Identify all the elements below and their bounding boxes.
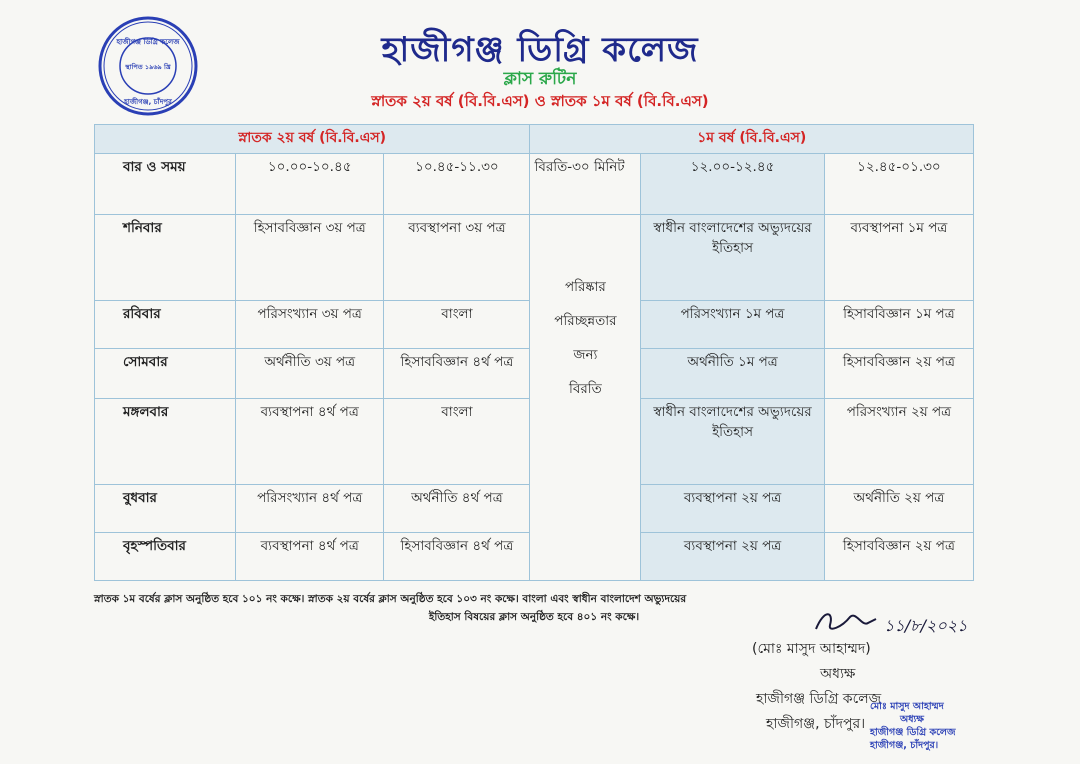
break-text-line: পরিচ্ছন্নতার (554, 312, 617, 329)
room-note-line-1: স্নাতক ১ম বর্ষের ক্লাস অনুষ্ঠিত হবে ১০১ নং কক্ষে। স্নাতক ২য় বর্ষের ক্লাস অনুষ্ঠিত হবে ১০৩ নং কক্ষে। বাংলা এবং স্বাধীন বাংলাদেশ অভ্যুদয়ের (94, 593, 687, 605)
seal-bottom-text: হাজীগঞ্জ, চাঁদপুর (124, 98, 172, 106)
class-cell: ব্যবস্থাপনা ১ম পত্র (824, 215, 973, 301)
signature-place: হাজীগঞ্জ, চাঁদপুর। (766, 716, 866, 732)
break-text-line: বিরতি (569, 380, 602, 397)
class-cell: ব্যবস্থাপনা ২য় পত্র (641, 533, 824, 581)
stamp-line: হাজীগঞ্জ, চাঁদপুর। (870, 740, 939, 751)
seal-ring-text: হাজীগঞ্জ ডিগ্রি কলেজ (116, 38, 180, 46)
handwritten-signature (810, 605, 1010, 639)
class-cell: স্বাধীন বাংলাদেশের অভ্যুদয়ের ইতিহাস (641, 215, 824, 301)
group-header-second-year: স্নাতক ২য় বর্ষ (বি.বি.এস) (95, 125, 530, 154)
table-row (95, 215, 974, 301)
time-slot-4: ১২.৪৫-০১.৩০ (824, 154, 973, 215)
stamp-line: মোঃ মাসুদ আহাম্মদ (870, 701, 944, 712)
signature-date: ১১/৮/২০২১ (884, 616, 968, 635)
time-slot-3: ১২.০০-১২.৪৫ (641, 154, 824, 215)
routine-title: ক্লাস রুটিন (503, 69, 577, 89)
seal-center-text: স্থাপিত ১৯৬৯ খ্রি (125, 63, 171, 71)
class-cell: পরিসংখ্যান ২য় পত্র (824, 399, 973, 485)
time-slot-break: বিরতি-৩০ মিনিট (530, 154, 641, 215)
day-cell: সোমবার (95, 349, 236, 399)
group-header-first-year: ১ম বর্ষ (বি.বি.এস) (530, 125, 974, 154)
class-cell: হিসাববিজ্ঞান ৪র্থ পত্র (384, 533, 530, 581)
day-cell: বুধবার (95, 485, 236, 533)
routine-subtitle: স্নাতক ২য় বর্ষ (বি.বি.এস) ও স্নাতক ১ম বর্ষ (বি.বি.এস) (371, 92, 709, 110)
break-text-line: পরিষ্কার (564, 278, 606, 295)
class-cell: অর্থনীতি ২য় পত্র (824, 485, 973, 533)
class-cell: ব্যবস্থাপনা ৪র্থ পত্র (236, 399, 384, 485)
room-note-line-2: ইতিহাস বিষয়ের ক্লাস অনুষ্ঠিত হবে ৪০১ নং কক্ষে। (428, 611, 640, 623)
time-slot-2: ১০.৪৫-১১.৩০ (384, 154, 530, 215)
day-cell: শনিবার (95, 215, 236, 301)
break-text-line: জন্য (573, 346, 598, 363)
class-cell: অর্থনীতি ৪র্থ পত্র (384, 485, 530, 533)
routine-table (94, 124, 974, 581)
college-title: হাজীগঞ্জ ডিগ্রি কলেজ (381, 30, 699, 70)
class-cell: ব্যবস্থাপনা ২য় পত্র (641, 485, 824, 533)
class-cell: পরিসংখ্যান ১ম পত্র (641, 301, 824, 349)
day-cell: রবিবার (95, 301, 236, 349)
day-cell: বৃহস্পতিবার (95, 533, 236, 581)
class-cell: অর্থনীতি ১ম পত্র (641, 349, 824, 399)
time-slot-1: ১০.০০-১০.৪৫ (236, 154, 384, 215)
class-cell: ব্যবস্থাপনা ৩য় পত্র (384, 215, 530, 301)
stamp-line: অধ্যক্ষ (900, 714, 925, 725)
class-cell: পরিসংখ্যান ৩য় পত্র (236, 301, 384, 349)
stamp-line: হাজীগঞ্জ ডিগ্রি কলেজ (870, 727, 956, 738)
day-time-label: বার ও সময় (95, 154, 236, 215)
principal-title: অধ্যক্ষ (820, 666, 856, 682)
class-cell: হিসাববিজ্ঞান ২য় পত্র (824, 349, 973, 399)
class-cell: বাংলা (384, 399, 530, 485)
class-cell: অর্থনীতি ৩য় পত্র (236, 349, 384, 399)
break-cell (530, 215, 641, 581)
class-cell: হিসাববিজ্ঞান ৪র্থ পত্র (384, 349, 530, 399)
class-cell: স্বাধীন বাংলাদেশের অভ্যুদয়ের ইতিহাস (641, 399, 824, 485)
class-cell: ব্যবস্থাপনা ৪র্থ পত্র (236, 533, 384, 581)
class-cell: হিসাববিজ্ঞান ১ম পত্র (824, 301, 973, 349)
class-cell: বাংলা (384, 301, 530, 349)
principal-stamp (870, 700, 956, 752)
day-cell: মঙ্গলবার (95, 399, 236, 485)
principal-name: (মোঃ মাসুদ আহাম্মদ) (752, 641, 871, 657)
signature-college: হাজীগঞ্জ ডিগ্রি কলেজ (756, 691, 882, 707)
class-cell: হিসাববিজ্ঞান ২য় পত্র (824, 533, 973, 581)
class-cell: হিসাববিজ্ঞান ৩য় পত্র (236, 215, 384, 301)
class-cell: পরিসংখ্যান ৪র্থ পত্র (236, 485, 384, 533)
